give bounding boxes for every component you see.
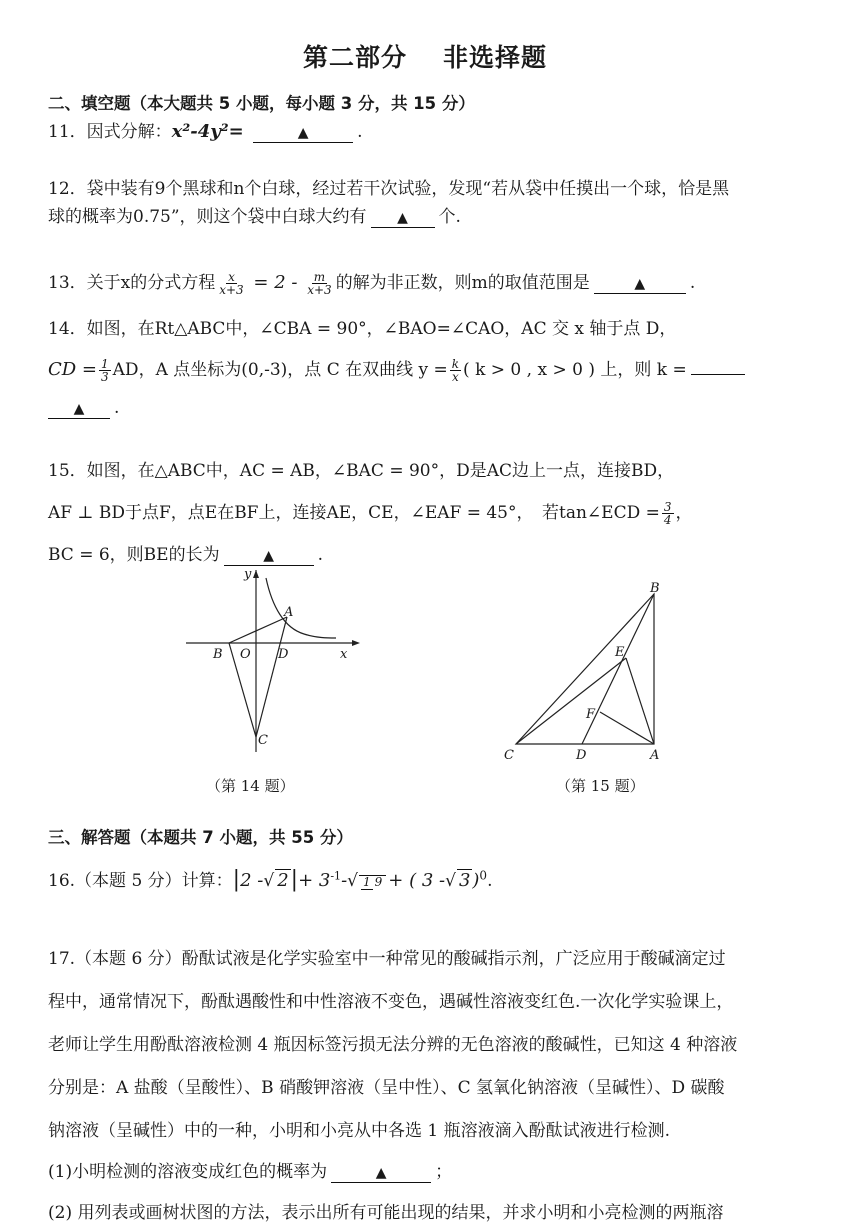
question-13 xyxy=(48,268,695,296)
q12-text: 球的概率为0.75”，则这个袋中白球大约有 xyxy=(48,207,367,227)
q13-fraction-1 xyxy=(217,271,245,296)
abs-bar-right: | xyxy=(290,867,299,892)
hyperbola-curve xyxy=(266,578,336,638)
segment-ea xyxy=(626,658,654,744)
question-17-line4: 分别是：A 盐酸（呈酸性）、B 硝酸钾溶液（呈中性）、C 氢氧化钠溶液（呈碱性）、D 碳酸 xyxy=(48,1078,725,1098)
question-15-line2 xyxy=(48,498,693,526)
q13-end: . xyxy=(689,273,696,293)
x-axis-arrow-icon xyxy=(352,640,360,646)
question-15-line3 xyxy=(48,540,323,566)
y-axis-arrow-icon xyxy=(253,570,259,578)
question-16 xyxy=(48,866,492,892)
label-o: O xyxy=(240,647,251,662)
label-y: y xyxy=(244,567,252,582)
q16-close-paren: ) xyxy=(472,870,480,891)
segment-fa xyxy=(600,712,654,744)
frac-denominator: 4 xyxy=(663,513,672,527)
q16-radicand-1: 2 xyxy=(277,870,289,891)
q15-text-b: ， xyxy=(675,503,693,523)
q16-power-zero: 0 xyxy=(479,868,488,883)
frac-denominator: x xyxy=(452,370,459,384)
label-a: A xyxy=(284,605,294,620)
figure-15-diagram xyxy=(500,578,680,768)
frac-numerator: 3 xyxy=(663,500,672,514)
frac-denominator: 3 xyxy=(101,370,109,384)
label-b: B xyxy=(650,581,660,596)
blank-triangle-icon: ▲ xyxy=(297,125,309,141)
q11-answer-blank[interactable] xyxy=(253,122,353,143)
q15-end: . xyxy=(317,545,323,565)
label-a: A xyxy=(650,748,660,763)
blank-triangle-icon: ▲ xyxy=(397,210,408,226)
q14-text-c: ( k > 0 , x > 0 ) 上，则 k = xyxy=(463,360,687,380)
blank-triangle-icon: ▲ xyxy=(73,401,85,417)
frac-numerator: x xyxy=(228,270,235,284)
blank-triangle-icon: ▲ xyxy=(263,548,274,564)
segment-ac xyxy=(256,617,287,737)
section-2-heading: 二、填空题（本大题共 5 小题，每小题 3 分，共 15 分） xyxy=(48,94,475,113)
q15-fraction xyxy=(662,501,674,526)
blank-triangle-icon: ▲ xyxy=(634,276,646,292)
sqrt-icon: √ xyxy=(263,871,275,891)
frac-numerator: k xyxy=(451,357,460,371)
page-title xyxy=(0,38,850,74)
sqrt-icon: √ xyxy=(347,871,358,891)
q16-term-2: + 3 xyxy=(298,870,331,891)
label-d: D xyxy=(278,647,289,662)
q15-text-a: AF ⊥ BD于点F，点E在BF上，连接AE，CE，∠EAF = 45°， 若tan∠ECD = xyxy=(48,503,660,523)
frac-denominator: x+3 xyxy=(219,283,244,297)
q13-fraction-2 xyxy=(305,271,333,296)
frac-numerator: 1 xyxy=(101,357,109,371)
figure-15-caption: （第 15 题） xyxy=(556,777,645,795)
blank-triangle-icon: ▲ xyxy=(375,1165,387,1181)
q16-term-1: 2 - xyxy=(240,870,264,891)
figure-14-diagram xyxy=(180,566,370,756)
label-c: C xyxy=(258,733,268,748)
q14-cd-text: CD = xyxy=(48,359,98,380)
q13-equation-mid: = 2 - xyxy=(247,272,304,293)
question-17-line1: 17.（本题 6 分）酚酞试液是化学实验室中一种常见的酸碱指示剂，广泛应用于酸碱滴定过 xyxy=(48,949,726,969)
triangle-abc xyxy=(516,594,654,744)
q16-radicand-3: 3 xyxy=(458,870,471,891)
section-3-heading: 三、解答题（本题共 7 小题，共 55 分） xyxy=(48,828,353,847)
q16-text: 16.（本题 5 分）计算： xyxy=(48,871,233,891)
q13-text-b: 的解为非正数，则m的取值范围是 xyxy=(335,273,590,293)
q11-expression: x²-4y²= xyxy=(171,121,244,142)
q15-text-c: BC = 6，则BE的长为 xyxy=(48,545,220,565)
frac-denominator: 9 xyxy=(374,875,383,889)
q17-answer-blank[interactable] xyxy=(331,1162,431,1183)
question-17-line2: 程中，通常情况下，酚酞遇酸性和中性溶液不变色，遇碱性溶液变红色.一次化学实验课上， xyxy=(48,992,734,1012)
question-11 xyxy=(48,117,363,143)
question-14-line3 xyxy=(48,398,119,419)
q16-end: . xyxy=(487,871,493,891)
q14-answer-blank[interactable] xyxy=(48,398,110,419)
q14-answer-blank-top[interactable] xyxy=(691,354,745,375)
question-17-sub2: (2) 用列表或画树状图的方法，表示出所有可能出现的结果，并求小明和小亮检测的两瓶溶 xyxy=(48,1203,724,1223)
label-f: F xyxy=(586,707,596,722)
q16-exponent: -1 xyxy=(330,869,342,883)
question-15-line1: 15．如图，在△ABC中，AC = AB，∠BAC = 90°，D是AC边上一点，连接BD， xyxy=(48,461,675,481)
question-17-sub1 xyxy=(48,1157,452,1183)
frac-numerator: 1 xyxy=(363,875,371,889)
q11-text: 11．因式分解： xyxy=(48,122,172,142)
label-e: E xyxy=(615,645,625,660)
q12-answer-blank[interactable] xyxy=(371,207,435,228)
title-part: 第二部分 xyxy=(302,43,407,72)
q14-end: . xyxy=(114,398,120,418)
question-17-line3: 老师让学生用酚酞溶液检测 4 瓶因标签污损无法分辨的无色溶液的酸碱性，已知这 4 种溶液 xyxy=(48,1035,738,1055)
q14-fraction-1 xyxy=(99,358,111,383)
sqrt-icon: √ xyxy=(445,871,456,891)
q13-text-a: 13．关于x的分式方程 xyxy=(48,273,216,293)
label-c: C xyxy=(504,748,514,763)
question-14-line2 xyxy=(48,354,749,383)
frac-denominator: x+3 xyxy=(307,283,332,297)
q14-fraction-2 xyxy=(450,358,461,383)
question-12-line1: 12．袋中装有9个黑球和n个白球，经过若干次试验，发现“若从袋中任摸出一个球，恰是黑 xyxy=(48,179,730,199)
q12-end: 个. xyxy=(438,207,461,227)
segment-ce xyxy=(516,658,626,744)
q15-answer-blank[interactable] xyxy=(224,545,314,566)
label-d: D xyxy=(576,748,587,763)
q11-end: . xyxy=(357,122,363,142)
abs-bar-left: | xyxy=(232,867,241,892)
q16-minus: - xyxy=(341,870,348,891)
q16-fraction xyxy=(359,875,386,888)
frac-numerator: m xyxy=(313,270,326,284)
question-12-line2 xyxy=(48,202,461,228)
label-b: B xyxy=(213,647,223,662)
segment-ba xyxy=(229,617,287,643)
question-14-line1: 14．如图，在Rt△ABC中，∠CBA = 90°，∠BAO=∠CAO，AC 交 x 轴于点 D， xyxy=(48,319,677,339)
label-x: x xyxy=(340,647,348,662)
figure-14-caption: （第 14 题） xyxy=(206,777,295,795)
title-subtitle: 非选择题 xyxy=(443,43,548,72)
q17-sub1-text: (1)小明检测的溶液变成红色的概率为 xyxy=(48,1162,328,1182)
q16-term-4: + ( 3 - xyxy=(388,870,446,891)
question-17-line5: 钠溶液（呈碱性）中的一种，小明和小亮从中各选 1 瓶溶液滴入酚酞试液进行检测. xyxy=(48,1121,671,1141)
q13-answer-blank[interactable] xyxy=(594,273,686,294)
q17-sub1-end: ； xyxy=(435,1162,453,1182)
q14-text-b: AD，A 点坐标为(0,-3)，点 C 在双曲线 y = xyxy=(112,360,448,380)
